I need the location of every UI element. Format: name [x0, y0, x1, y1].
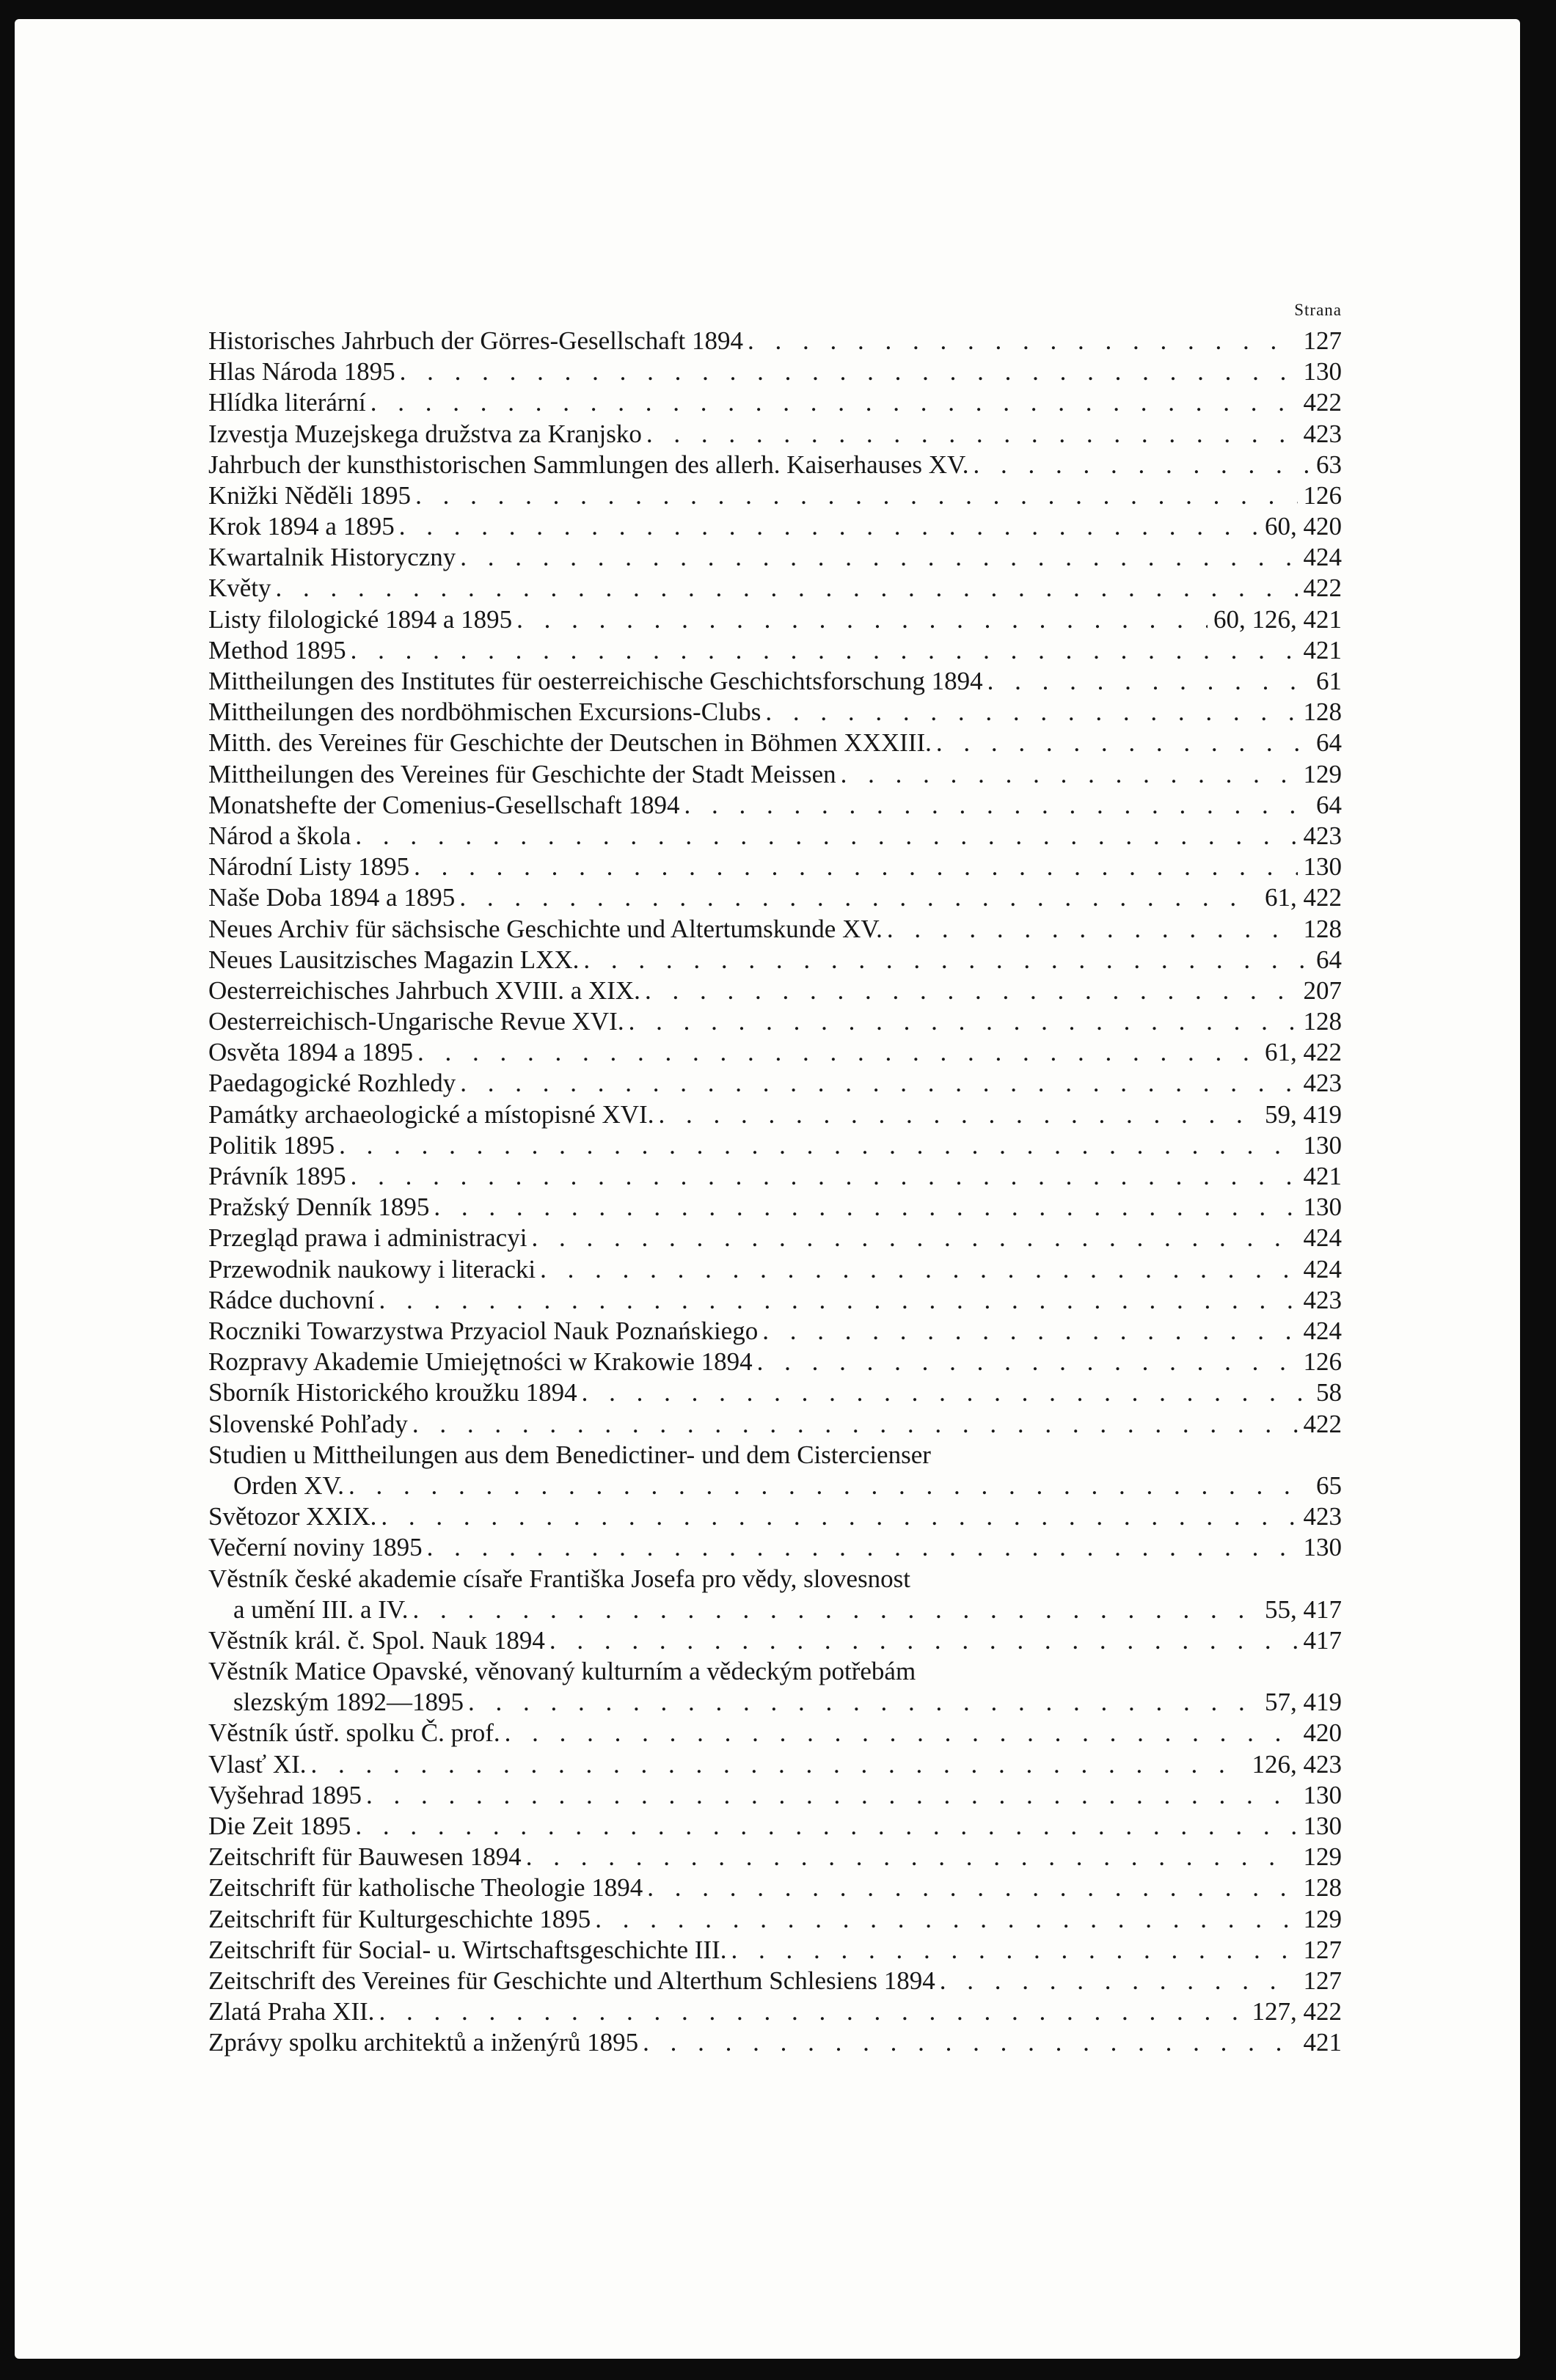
index-entry [208, 945, 1342, 975]
entry-title-continued: Orden XV. [233, 1471, 345, 1500]
entry-pages: 60, 420 [1265, 512, 1342, 541]
entry-pages: 423 [1303, 821, 1342, 850]
leader-dots [642, 419, 1298, 450]
index-entry [208, 1935, 1342, 1966]
entry-pages: 423 [1303, 1069, 1342, 1098]
entry-pages: 423 [1303, 419, 1342, 448]
leader-dots [932, 728, 1310, 758]
entry-pages: 129 [1303, 759, 1342, 788]
entry-pages: 59, 419 [1265, 1099, 1342, 1129]
index-entry [208, 1409, 1342, 1440]
entry-title: Neues Archiv für sächsische Geschichte und Altertumskunde XV. [208, 914, 883, 943]
index-entry [208, 356, 1342, 387]
index-entry [208, 790, 1342, 821]
entry-title: Jahrbuch der kunsthistorischen Sammlungen des allerh. Kaiserhauses XV. [208, 450, 969, 479]
leader-dots [374, 1285, 1297, 1316]
index-entry [208, 419, 1342, 450]
entry-title: Zeitschrift für Kulturgeschichte 1895 [208, 1904, 591, 1933]
leader-dots [983, 666, 1310, 697]
leader-dots [456, 542, 1297, 573]
column-header: Strana [1294, 301, 1342, 319]
entry-title: Věstník Matice Opavské, věnovaný kulturním a vědeckým potřebám [208, 1657, 916, 1686]
entry-pages: 423 [1303, 1285, 1342, 1314]
index-entry [208, 666, 1342, 697]
entry-pages: 61, 422 [1265, 883, 1342, 912]
leader-dots [527, 1223, 1297, 1253]
entry-title: Rozpravy Akademie Umiejętności w Krakowie 1894 [208, 1347, 753, 1377]
index-list [208, 295, 1342, 2059]
entry-pages: 424 [1303, 1254, 1342, 1284]
entry-pages: 130 [1303, 1533, 1342, 1562]
leader-dots [935, 1966, 1298, 1996]
index-entry [208, 1285, 1342, 1316]
index-entry [208, 542, 1342, 573]
leader-dots [679, 790, 1310, 821]
entry-pages: 422 [1303, 1409, 1342, 1438]
index-entry [208, 852, 1342, 882]
entry-pages: 421 [1303, 2028, 1342, 2057]
entry-pages: 130 [1303, 1811, 1342, 1840]
entry-title: Naše Doba 1894 a 1895 [208, 883, 456, 912]
leader-dots [643, 1872, 1297, 1903]
leader-dots [411, 480, 1297, 511]
leader-dots [408, 1409, 1298, 1440]
leader-dots [743, 326, 1298, 356]
entry-title: Kwartalnik Historyczny [208, 543, 456, 572]
leader-dots [577, 1377, 1310, 1408]
entry-pages: 64 [1316, 945, 1342, 974]
index-entry [208, 914, 1342, 945]
leader-dots [362, 1780, 1298, 1811]
entry-title: Izvestja Muzejskega družstva za Kranjsko [208, 419, 642, 448]
index-entry [208, 511, 1342, 542]
entry-title: Przewodnik naukowy i literacki [208, 1254, 536, 1284]
index-entry [208, 728, 1342, 758]
entry-title: Světozor XXIX. [208, 1502, 377, 1531]
entry-pages: 128 [1303, 1007, 1342, 1036]
entry-pages: 421 [1303, 635, 1342, 664]
entry-pages: 424 [1303, 1316, 1342, 1345]
entry-pages: 130 [1303, 852, 1342, 882]
entry-title: Věstník ústř. spolku Č. prof. [208, 1718, 500, 1748]
entry-pages: 130 [1303, 1193, 1342, 1222]
index-entry [208, 1904, 1342, 1935]
index-entry [208, 1872, 1342, 1903]
index-entry [208, 1749, 1342, 1780]
entry-pages: 421 [1303, 1162, 1342, 1191]
leader-dots [351, 1811, 1297, 1842]
entry-title: Mittheilungen des nordböhmischen Excursions-Clubs [208, 697, 761, 727]
leader-dots [640, 975, 1298, 1006]
entry-pages: 65 [1316, 1471, 1342, 1500]
leader-dots [346, 1161, 1298, 1192]
entry-title: Zeitschrift für katholische Theologie 1894 [208, 1873, 643, 1903]
index-entry [208, 574, 1342, 604]
leader-dots [545, 1625, 1298, 1656]
entry-title: Krok 1894 a 1895 [208, 512, 395, 541]
entry-pages: 127 [1303, 1935, 1342, 1964]
entry-title: Květy [208, 574, 271, 603]
index-entry [208, 1223, 1342, 1253]
index-entry [208, 2027, 1342, 2058]
entry-title: Monatshefte der Comenius-Gesellschaft 1894 [208, 790, 680, 819]
leader-dots [579, 945, 1310, 975]
entry-pages: 64 [1316, 728, 1342, 758]
leader-dots [638, 2027, 1297, 2058]
leader-dots [376, 1501, 1297, 1532]
leader-dots [512, 604, 1208, 635]
index-entry [208, 1377, 1342, 1408]
entry-title-continued: a umění III. a IV. [233, 1594, 409, 1624]
entry-pages: 130 [1303, 1130, 1342, 1160]
leader-dots [969, 450, 1311, 480]
index-entry [208, 1161, 1342, 1192]
entry-title: Národní Listy 1895 [208, 852, 410, 882]
entry-pages: 130 [1303, 357, 1342, 387]
entry-title: Vlasť XI. [208, 1749, 307, 1779]
leader-dots [271, 573, 1298, 604]
index-entry [208, 1625, 1342, 1656]
entry-title: Method 1895 [208, 635, 346, 664]
entry-title: Mittheilungen des Institutes für oesterreichische Geschichtsforschung 1894 [208, 667, 983, 696]
index-entry [208, 1037, 1342, 1068]
index-entry [208, 1069, 1342, 1099]
entry-pages: 55, 417 [1265, 1594, 1342, 1624]
entry-pages: 63 [1316, 450, 1342, 479]
leader-dots [464, 1687, 1259, 1718]
index-entry [208, 480, 1342, 511]
leader-dots [346, 635, 1298, 666]
index-entry [208, 1996, 1342, 2027]
leader-dots [408, 1594, 1259, 1625]
entry-pages: 424 [1303, 543, 1342, 572]
entry-title: Paedagogické Rozhledy [208, 1069, 456, 1098]
entry-pages: 128 [1303, 1873, 1342, 1903]
entry-pages: 61, 422 [1265, 1038, 1342, 1067]
index-entry [208, 1532, 1342, 1563]
leader-dots [409, 852, 1297, 882]
entry-title: Przegląd prawa i administracyi [208, 1223, 527, 1253]
entry-title: Studien u Mittheilungen aus dem Benedictiner- und dem Cistercienser [208, 1440, 931, 1469]
entry-pages: 424 [1303, 1223, 1342, 1253]
entry-title: Vyšehrad 1895 [208, 1780, 362, 1809]
leader-dots [366, 387, 1298, 418]
index-entry [208, 635, 1342, 666]
leader-dots [395, 356, 1298, 387]
entry-pages: 57, 419 [1265, 1688, 1342, 1717]
entry-title-continued: slezským 1892—1895 [233, 1688, 464, 1717]
entry-pages: 129 [1303, 1842, 1342, 1872]
index-entry [208, 1656, 1342, 1718]
entry-title: Zlatá Praha XII. [208, 1997, 375, 2026]
entry-pages: 127, 422 [1252, 1997, 1342, 2026]
entry-pages: 423 [1303, 1502, 1342, 1531]
index-entry [208, 1316, 1342, 1347]
leader-dots [307, 1749, 1246, 1780]
entry-title: Zprávy spolku architektů a inženýrů 1895 [208, 2028, 639, 2057]
entry-title: Zeitschrift für Social- u. Wirtschaftsgeschichte III. [208, 1935, 727, 1964]
index-entry [208, 697, 1342, 728]
index-entry [208, 1254, 1342, 1285]
index-entry [208, 1501, 1342, 1532]
book-page [15, 19, 1520, 2359]
entry-title: Hlas Národa 1895 [208, 357, 395, 387]
index-entry [208, 387, 1342, 418]
leader-dots [351, 821, 1297, 852]
index-entry [208, 1347, 1342, 1377]
entry-title: Věstník české akademie císaře Františka Josefa pro vědy, slovesnost [208, 1564, 911, 1593]
leader-dots [836, 759, 1298, 790]
entry-pages: 126 [1303, 480, 1342, 510]
entry-pages: 128 [1303, 914, 1342, 943]
index-entry [208, 1099, 1342, 1130]
entries-container [208, 326, 1342, 2059]
entry-pages: 417 [1303, 1625, 1342, 1655]
leader-dots [456, 1068, 1297, 1099]
entry-title: Věstník král. č. Spol. Nauk 1894 [208, 1625, 545, 1655]
leader-dots [500, 1718, 1298, 1749]
index-entry [208, 1780, 1342, 1811]
entry-pages: 126 [1303, 1347, 1342, 1377]
leader-dots [455, 882, 1259, 913]
index-entry [208, 1130, 1342, 1161]
entry-title: Sborník Historického kroužku 1894 [208, 1378, 577, 1407]
leader-dots [726, 1935, 1297, 1966]
entry-pages: 129 [1303, 1904, 1342, 1933]
entry-pages: 60, 126, 421 [1213, 604, 1342, 634]
index-entry [208, 821, 1342, 852]
entry-title: Zeitschrift für Bauwesen 1894 [208, 1842, 522, 1872]
index-entry [208, 1966, 1342, 1996]
entry-title: Knižki Něděli 1895 [208, 480, 412, 510]
entry-title: Pražský Denník 1895 [208, 1193, 430, 1222]
leader-dots [395, 511, 1259, 542]
entry-title: Právník 1895 [208, 1162, 346, 1191]
leader-dots [624, 1006, 1298, 1037]
index-entry [208, 1564, 1342, 1625]
index-entry [208, 1440, 1342, 1501]
entry-title: Slovenské Pohľady [208, 1409, 408, 1438]
entry-pages: 127 [1303, 1966, 1342, 1995]
leader-dots [413, 1037, 1259, 1068]
entry-pages: 126, 423 [1252, 1749, 1342, 1779]
leader-dots [591, 1904, 1297, 1935]
leader-dots [883, 914, 1298, 945]
entry-title: Listy filologické 1894 a 1895 [208, 604, 513, 634]
entry-pages: 128 [1303, 697, 1342, 727]
leader-dots [522, 1842, 1298, 1872]
index-entry [208, 1842, 1342, 1872]
entry-title: Osvěta 1894 a 1895 [208, 1038, 413, 1067]
entry-pages: 64 [1316, 790, 1342, 819]
entry-title: Politik 1895 [208, 1130, 335, 1160]
entry-title: Mitth. des Vereines für Geschichte der Deutschen in Böhmen XXXIII. [208, 728, 932, 758]
entry-pages: 130 [1303, 1780, 1342, 1809]
index-entry [208, 326, 1342, 356]
entry-pages: 61 [1316, 667, 1342, 696]
leader-dots [335, 1130, 1297, 1161]
leader-dots [758, 1316, 1297, 1347]
entry-title: Oesterreichisches Jahrbuch XVIII. a XIX. [208, 975, 640, 1005]
index-entry [208, 882, 1342, 913]
leader-dots [374, 1996, 1246, 2027]
leader-dots [429, 1192, 1297, 1223]
index-entry [208, 1006, 1342, 1037]
entry-title: Zeitschrift des Vereines für Geschichte und Alterthum Schlesiens 1894 [208, 1966, 935, 1995]
entry-title: Národ a škola [208, 821, 351, 850]
entry-pages: 58 [1316, 1378, 1342, 1407]
index-entry [208, 450, 1342, 480]
entry-title: Mittheilungen des Vereines für Geschichte der Stadt Meissen [208, 759, 836, 788]
entry-pages: 422 [1303, 574, 1342, 603]
entry-pages: 420 [1303, 1718, 1342, 1748]
index-entry [208, 975, 1342, 1006]
entry-title: Neues Lausitzisches Magazin LXX. [208, 945, 580, 974]
index-entry [208, 1192, 1342, 1223]
index-entry [208, 1718, 1342, 1749]
entry-title: Roczniki Towarzystwa Przyaciol Nauk Poznańskiego [208, 1316, 759, 1345]
leader-dots [344, 1471, 1310, 1501]
index-entry [208, 604, 1342, 635]
entry-title: Oesterreichisch-Ungarische Revue XVI. [208, 1007, 624, 1036]
entry-title: Historisches Jahrbuch der Görres-Gesellschaft 1894 [208, 326, 743, 355]
leader-dots [753, 1347, 1298, 1377]
entry-pages: 207 [1303, 975, 1342, 1005]
entry-pages: 127 [1303, 326, 1342, 355]
leader-dots [536, 1254, 1297, 1285]
entry-title: Rádce duchovní [208, 1285, 375, 1314]
leader-dots [654, 1099, 1259, 1130]
entry-title: Hlídka literární [208, 388, 366, 417]
leader-dots [423, 1532, 1298, 1563]
index-entry [208, 759, 1342, 790]
index-entry [208, 1811, 1342, 1842]
leader-dots [761, 697, 1297, 728]
entry-pages: 422 [1303, 388, 1342, 417]
entry-title: Večerní noviny 1895 [208, 1533, 423, 1562]
entry-title: Die Zeit 1895 [208, 1811, 351, 1840]
entry-title: Památky archaeologické a místopisné XVI. [208, 1099, 654, 1129]
